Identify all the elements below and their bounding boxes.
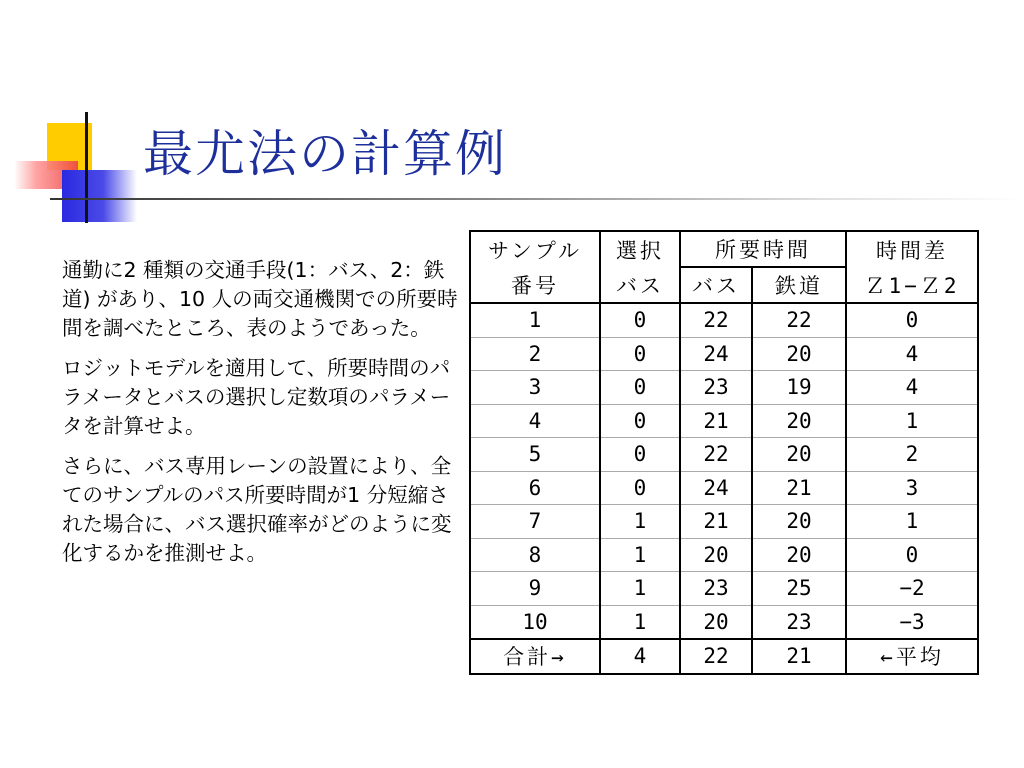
subheader-diff-formula: Ｚ1−Ｚ2 <box>846 267 978 303</box>
cell-bus-time: 23 <box>680 572 752 606</box>
slide-title: 最尤法の計算例 <box>143 125 507 183</box>
cell-choice: 0 <box>600 303 680 337</box>
table-total-row <box>470 639 978 674</box>
cell-bus-time: 21 <box>680 404 752 438</box>
cell-time-diff: 1 <box>846 505 978 539</box>
cell-choice: 1 <box>600 605 680 639</box>
table-row <box>470 572 978 606</box>
table-row <box>470 505 978 539</box>
cell-sample-number: 10 <box>470 605 600 639</box>
total-label: 合計→ <box>470 639 600 674</box>
cell-time-diff: −3 <box>846 605 978 639</box>
table-row <box>470 438 978 472</box>
cell-sample-number: 4 <box>470 404 600 438</box>
subheader-rail: 鉄道 <box>752 267 846 303</box>
cell-sample-number: 5 <box>470 438 600 472</box>
cell-choice: 1 <box>600 505 680 539</box>
cell-time-diff: 3 <box>846 471 978 505</box>
cell-rail-time: 20 <box>752 505 846 539</box>
total-bus: 22 <box>680 639 752 674</box>
header-diff: 時間差 <box>846 231 978 267</box>
table-row <box>470 371 978 405</box>
cell-time-diff: 4 <box>846 337 978 371</box>
table-subheader-row <box>470 267 978 303</box>
cell-choice: 0 <box>600 438 680 472</box>
cell-rail-time: 22 <box>752 303 846 337</box>
cell-time-diff: 1 <box>846 404 978 438</box>
cell-bus-time: 23 <box>680 371 752 405</box>
paragraph-task: ロジットモデルを適用して、所要時間のパラメータとバスの選択し定数項のパラメータを計算せよ。 <box>62 356 451 438</box>
cell-rail-time: 20 <box>752 404 846 438</box>
paragraph-followup: さらに、バス専用レーンの設置により、全てのサンプルのパス所要時間が1 分短縮された場合に、バス選択確率がどのように変化するかを推測せよ。 <box>62 454 452 565</box>
paragraph-problem: 通勤に2 種類の交通手段(1：バス、2：鉄道) があり、10 人の両交通機関での所要時間を調べたところ、表のようであった。 <box>62 258 458 340</box>
total-diff: ←平均 <box>846 639 978 674</box>
cell-rail-time: 21 <box>752 471 846 505</box>
cell-sample-number: 2 <box>470 337 600 371</box>
cell-sample-number: 1 <box>470 303 600 337</box>
cell-rail-time: 23 <box>752 605 846 639</box>
cell-bus-time: 21 <box>680 505 752 539</box>
header-choice: 選択 <box>600 231 680 267</box>
cell-choice: 0 <box>600 337 680 371</box>
table-header-row <box>470 231 978 267</box>
cell-sample-number: 9 <box>470 572 600 606</box>
cell-time-diff: 0 <box>846 303 978 337</box>
table-row <box>470 471 978 505</box>
decor-blue-block <box>62 170 137 222</box>
cell-choice: 1 <box>600 538 680 572</box>
cell-bus-time: 20 <box>680 538 752 572</box>
table-row <box>470 303 978 337</box>
decor-vertical-line <box>85 112 88 223</box>
cell-choice: 0 <box>600 404 680 438</box>
cell-bus-time: 22 <box>680 438 752 472</box>
subheader-choice-bus: バス <box>600 267 680 303</box>
header-sample: サンプル <box>470 231 600 267</box>
table-row <box>470 337 978 371</box>
data-table-container <box>469 230 979 675</box>
subheader-sample-number: 番号 <box>470 267 600 303</box>
cell-sample-number: 8 <box>470 538 600 572</box>
cell-time-diff: 0 <box>846 538 978 572</box>
cell-bus-time: 20 <box>680 605 752 639</box>
title-underline <box>50 198 1024 200</box>
table-row <box>470 538 978 572</box>
travel-time-table <box>469 230 979 675</box>
total-choice: 4 <box>600 639 680 674</box>
cell-rail-time: 20 <box>752 538 846 572</box>
table-row <box>470 605 978 639</box>
cell-sample-number: 7 <box>470 505 600 539</box>
cell-time-diff: 4 <box>846 371 978 405</box>
cell-choice: 0 <box>600 471 680 505</box>
cell-time-diff: 2 <box>846 438 978 472</box>
cell-rail-time: 19 <box>752 371 846 405</box>
cell-bus-time: 22 <box>680 303 752 337</box>
subheader-bus: バス <box>680 267 752 303</box>
problem-text <box>62 256 462 579</box>
cell-rail-time: 20 <box>752 438 846 472</box>
cell-rail-time: 20 <box>752 337 846 371</box>
cell-time-diff: −2 <box>846 572 978 606</box>
header-travel-time: 所要時間 <box>680 231 846 267</box>
cell-choice: 0 <box>600 371 680 405</box>
cell-choice: 1 <box>600 572 680 606</box>
cell-bus-time: 24 <box>680 337 752 371</box>
cell-sample-number: 3 <box>470 371 600 405</box>
cell-rail-time: 25 <box>752 572 846 606</box>
cell-bus-time: 24 <box>680 471 752 505</box>
cell-sample-number: 6 <box>470 471 600 505</box>
total-rail: 21 <box>752 639 846 674</box>
table-row <box>470 404 978 438</box>
